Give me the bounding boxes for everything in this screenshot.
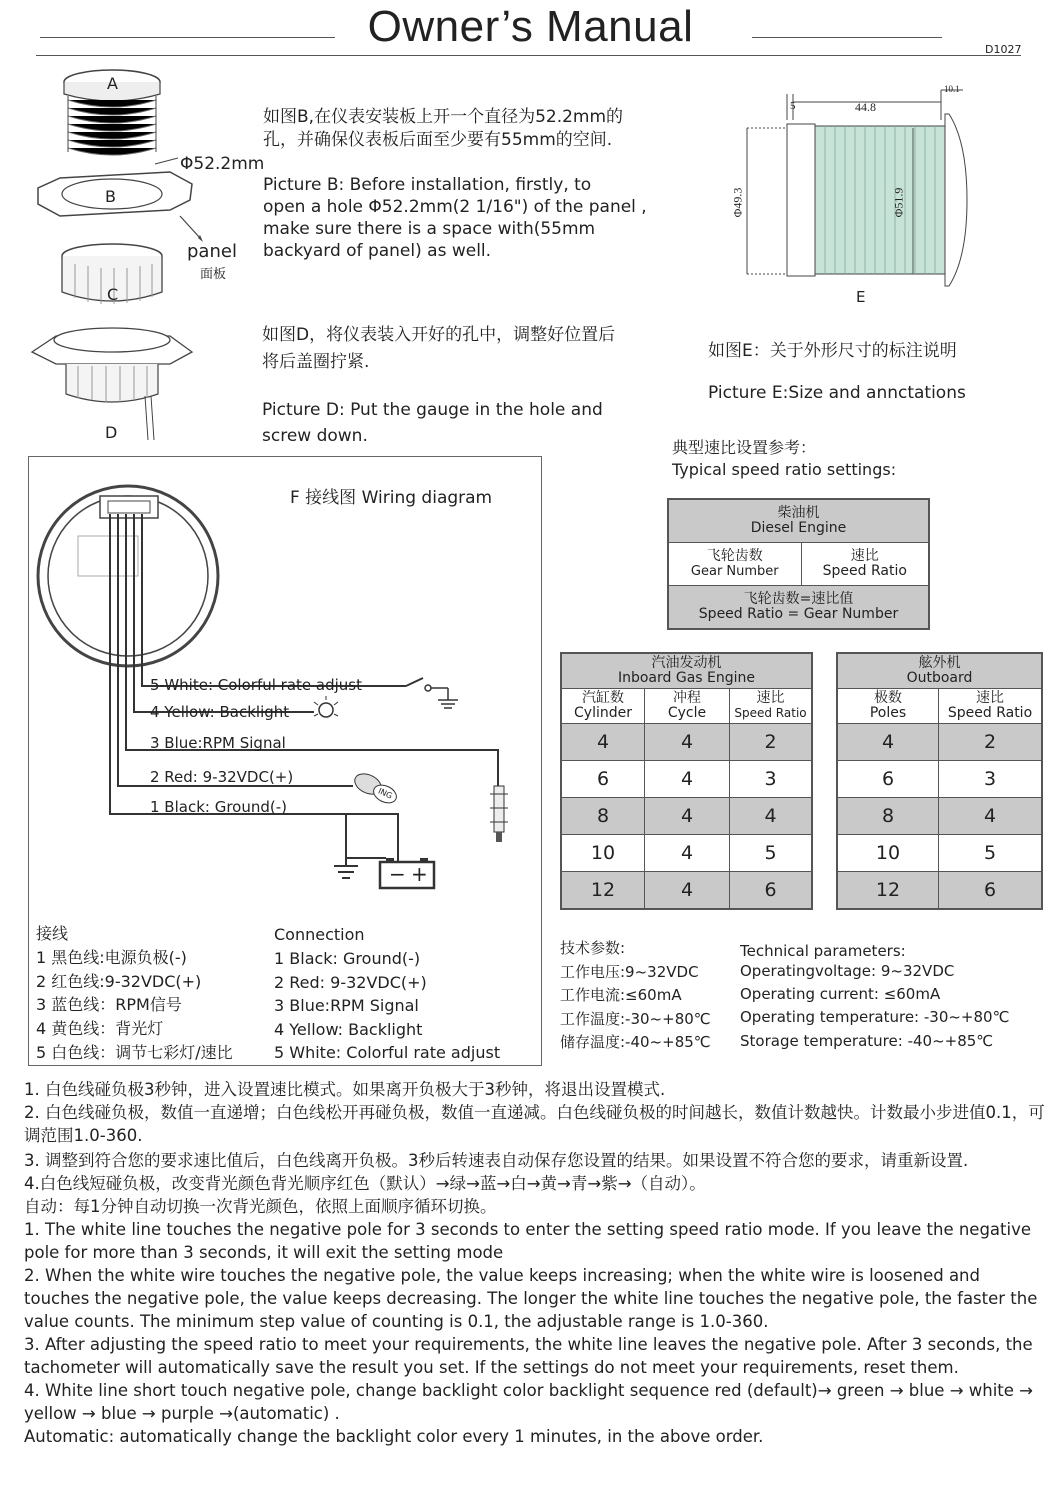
picture-d-en-2: screw down.	[262, 426, 368, 446]
part-c-label: C	[107, 285, 119, 304]
table-cell: 4	[645, 835, 730, 872]
outboard-h2-en: Speed Ratio	[947, 705, 1033, 721]
wiring-title: F 接线图 Wiring diagram	[290, 488, 493, 508]
table-cell: 2	[730, 724, 813, 761]
diesel-title-en: Diesel Engine	[750, 520, 847, 536]
tech-zh-2: 工作电流:≤60mA	[560, 986, 682, 1004]
diesel-formula-zh: 飞轮齿数=速比值	[743, 591, 854, 607]
table-cell: 6	[561, 761, 645, 798]
wire-yellow-label: 4 Yellow: Backlight	[150, 703, 290, 721]
table-cell: 10	[837, 835, 939, 872]
inboard-title-en: Inboard Gas Engine	[617, 670, 756, 686]
wire-red-label: 2 Red: 9-32VDC(+)	[150, 768, 294, 786]
table-cell: 6	[730, 872, 813, 910]
note-en-5: Automatic: automatically change the backlight color every 1 minutes, in the above order.	[24, 1427, 764, 1446]
table-cell: 8	[837, 798, 939, 835]
ignition-label: ING	[376, 786, 394, 801]
picture-b-en-3: make sure there is a space with(55mm	[263, 219, 596, 239]
outboard-table	[836, 652, 1043, 910]
table-row	[561, 761, 812, 798]
outboard-title-zh: 舷外机	[918, 655, 961, 671]
table-cell: 4	[645, 761, 730, 798]
connection-en-3: 3 Blue:RPM Signal	[274, 996, 419, 1015]
note-zh-4: 4.白色线短碰负极，改变背光颜色背光顺序红色（默认）→绿→蓝→白→黄→青→紫→（自动）。	[24, 1174, 706, 1193]
diesel-title-zh: 柴油机	[777, 505, 820, 521]
picture-b-en-4: backyard of panel) as well.	[263, 241, 492, 261]
table-cell: 2	[939, 724, 1043, 761]
tech-zh-3: 工作温度:-30~+80℃	[560, 1010, 711, 1028]
inboard-h1-en: Cylinder	[574, 705, 632, 721]
wire-blue-label: 3 Blue:RPM Signal	[150, 734, 286, 752]
dim-phi-49-3: Φ49.3	[730, 187, 745, 218]
table-cell: 5	[730, 835, 813, 872]
connection-zh-3: 3 蓝色线：RPM信号	[36, 995, 182, 1014]
note-en-1: 1. The white line touches the negative pole for 3 seconds to enter the setting speed ratio mode. If you leave the negative pole for more than 3 seconds, it will exit the setting mode	[24, 1220, 1032, 1262]
picture-b-zh-1: 如图B,在仪表安装板上开一个直径为52.2mm的	[263, 107, 624, 127]
connection-title-zh: 接线	[36, 924, 69, 943]
tech-title-en: Technical parameters:	[740, 942, 906, 960]
table-cell: 4	[837, 724, 939, 761]
table-row	[561, 724, 812, 761]
header-rule	[36, 55, 1021, 56]
table-cell: 4	[645, 798, 730, 835]
table-row	[561, 835, 812, 872]
table-cell: 5	[939, 835, 1043, 872]
tech-en-1: Operatingvoltage: 9~32VDC	[740, 962, 955, 980]
table-cell: 4	[730, 798, 813, 835]
connection-zh-4: 4 黄色线：背光灯	[36, 1019, 164, 1038]
connection-zh-5: 5 白色线：调节七彩灯/速比	[36, 1043, 233, 1062]
part-a-label: A	[107, 74, 118, 93]
tech-en-2: Operating current: ≤60mA	[740, 985, 941, 1003]
dim-phi-51-9: Φ51.9	[891, 187, 906, 218]
table-cell: 3	[939, 761, 1043, 798]
wire-black-label: 1 Black: Ground(-)	[150, 798, 288, 816]
picture-e-en: Picture E:Size and annctations	[708, 383, 966, 403]
note-zh-3: 3. 调整到符合您的要求速比值后，白色线离开负极。3秒后转速表自动保存您设置的结果。如果设置不符合您的要求，请重新设置.	[24, 1151, 969, 1170]
speed-ratio-heading-zh: 典型速比设置参考：	[672, 438, 817, 457]
table-row	[561, 798, 812, 835]
inboard-title-zh: 汽油发动机	[651, 655, 722, 671]
instructions	[24, 1078, 1049, 1448]
panel-label-zh: 面板	[200, 267, 227, 282]
picture-d-zh-2: 将后盖圈拧紧.	[262, 352, 370, 372]
table-cell: 3	[730, 761, 813, 798]
note-en-4: 4. White line short touch negative pole, change backlight color backlight sequence red (default)→ green → blue → white → yellow → blue → purple →(automatic) .	[24, 1381, 1033, 1423]
table-cell: 4	[645, 872, 730, 910]
dim-44-8: 44.8	[855, 100, 876, 114]
model-code: D1027	[985, 43, 1022, 56]
diesel-table	[667, 498, 930, 630]
table-cell: 6	[939, 872, 1043, 910]
outboard-h2-zh: 速比	[976, 690, 1004, 706]
note-zh-1: 1. 白色线碰负极3秒钟，进入设置速比模式。如果离开负极大于3秒钟，将退出设置模式.	[24, 1080, 666, 1099]
connection-en-5: 5 White: Colorful rate adjust	[274, 1043, 501, 1062]
table-cell: 8	[561, 798, 645, 835]
tech-title-zh: 技术参数:	[560, 939, 626, 957]
hole-diameter-label: Φ52.2mm	[180, 154, 265, 174]
diesel-col2-zh: 速比	[850, 548, 879, 564]
table-row	[837, 761, 1042, 798]
table-cell: 6	[837, 761, 939, 798]
tech-en-3: Operating temperature: -30~+80℃	[740, 1008, 1010, 1026]
note-en-2: 2. When the white wire touches the negative pole, the value keeps increasing; when the white wire is loosened and touches the negative pole, the value keeps decreasing. The longer the white line touches the negative pole, the faster the value counts. The minimum step value of counting is 0.1, the adjustable range is 1.0-360.	[24, 1266, 1038, 1331]
speed-ratio-heading-en: Typical speed ratio settings:	[672, 460, 897, 479]
tech-en-4: Storage temperature: -40~+85℃	[740, 1032, 994, 1050]
note-zh-5: 自动：每1分钟自动切换一次背光颜色，依照上面顺序循环切换。	[24, 1197, 497, 1216]
diesel-col2-en: Speed Ratio	[822, 563, 907, 579]
outboard-h1-zh: 极数	[874, 690, 902, 706]
picture-e-zh: 如图E：关于外形尺寸的标注说明	[708, 341, 957, 361]
connection-en-2: 2 Red: 9-32VDC(+)	[274, 973, 427, 992]
dim-10-1: 10.1	[944, 84, 960, 94]
connection-title-en: Connection	[274, 925, 365, 944]
table-cell: 4	[561, 724, 645, 761]
table-cell: 10	[561, 835, 645, 872]
diesel-col1-zh: 飞轮齿数	[706, 548, 763, 564]
wire-white-label: 5-White: Colorful rate adjust	[150, 676, 362, 694]
part-b-label: B	[105, 187, 116, 206]
inboard-h3-zh: 速比	[756, 690, 785, 706]
dim-5: 5	[790, 100, 796, 112]
outboard-title-en: Outboard	[906, 670, 973, 686]
table-row	[837, 724, 1042, 761]
inboard-h1-zh: 汽缸数	[582, 690, 624, 706]
page-title: Owner’s Manual	[367, 2, 694, 51]
note-en-3: 3. After adjusting the speed ratio to meet your requirements, the white line leaves the negative pole. After 3 seconds, the tachometer will automatically save the result you set. If the settings do not meet your requirements, reset them.	[24, 1335, 1033, 1377]
tech-zh-4: 储存温度:-40~+85℃	[560, 1033, 711, 1051]
table-row	[561, 872, 812, 910]
table-cell: 12	[837, 872, 939, 910]
diesel-formula-en: Speed Ratio = Gear Number	[698, 606, 899, 622]
table-row	[837, 798, 1042, 835]
note-zh-2: 2. 白色线碰负极，数值一直递增；白色线松开再碰负极，数值一直递减。白色线碰负极的时间越长，数值计数越快。计数最小步进值0.1，可调范围1.0-360.	[24, 1103, 1045, 1145]
picture-d-zh-1: 如图D，将仪表装入开好的孔中，调整好位置后	[262, 325, 616, 345]
table-cell: 12	[561, 872, 645, 910]
table-row	[837, 835, 1042, 872]
part-e-label: E	[856, 288, 866, 306]
table-cell: 4	[939, 798, 1043, 835]
outboard-h1-en: Poles	[869, 705, 907, 721]
inboard-table	[560, 652, 813, 910]
connection-en-1: 1 Black: Ground(-)	[274, 949, 421, 968]
table-row	[837, 872, 1042, 910]
inboard-h2-zh: 冲程	[673, 690, 701, 706]
picture-b-en-2: open a hole Φ52.2mm(2 1/16") of the panel ,	[263, 197, 647, 217]
tech-zh-1: 工作电压:9~32VDC	[560, 963, 699, 981]
part-d-label: D	[105, 423, 118, 442]
battery-plus: +	[411, 862, 428, 886]
picture-d-en-1: Picture D: Put the gauge in the hole and	[262, 400, 603, 420]
picture-b-en-1: Picture B: Before installation, firstly, to	[263, 175, 592, 195]
table-cell: 4	[645, 724, 730, 761]
connection-en-4: 4 Yellow: Backlight	[274, 1020, 423, 1039]
battery-minus: −	[389, 862, 406, 886]
inboard-h2-en: Cycle	[667, 705, 707, 721]
picture-b-zh-2: 孔，并确保仪表板后面至少要有55mm的空间.	[263, 130, 613, 150]
diesel-col1-en: Gear Number	[690, 564, 779, 579]
connection-zh-2: 2 红色线:9-32VDC(+)	[36, 972, 202, 991]
connection-zh-1: 1 黑色线:电源负极(-)	[36, 948, 187, 967]
inboard-h3-en: Speed Ratio	[734, 706, 807, 720]
panel-label-en: panel	[187, 241, 237, 262]
